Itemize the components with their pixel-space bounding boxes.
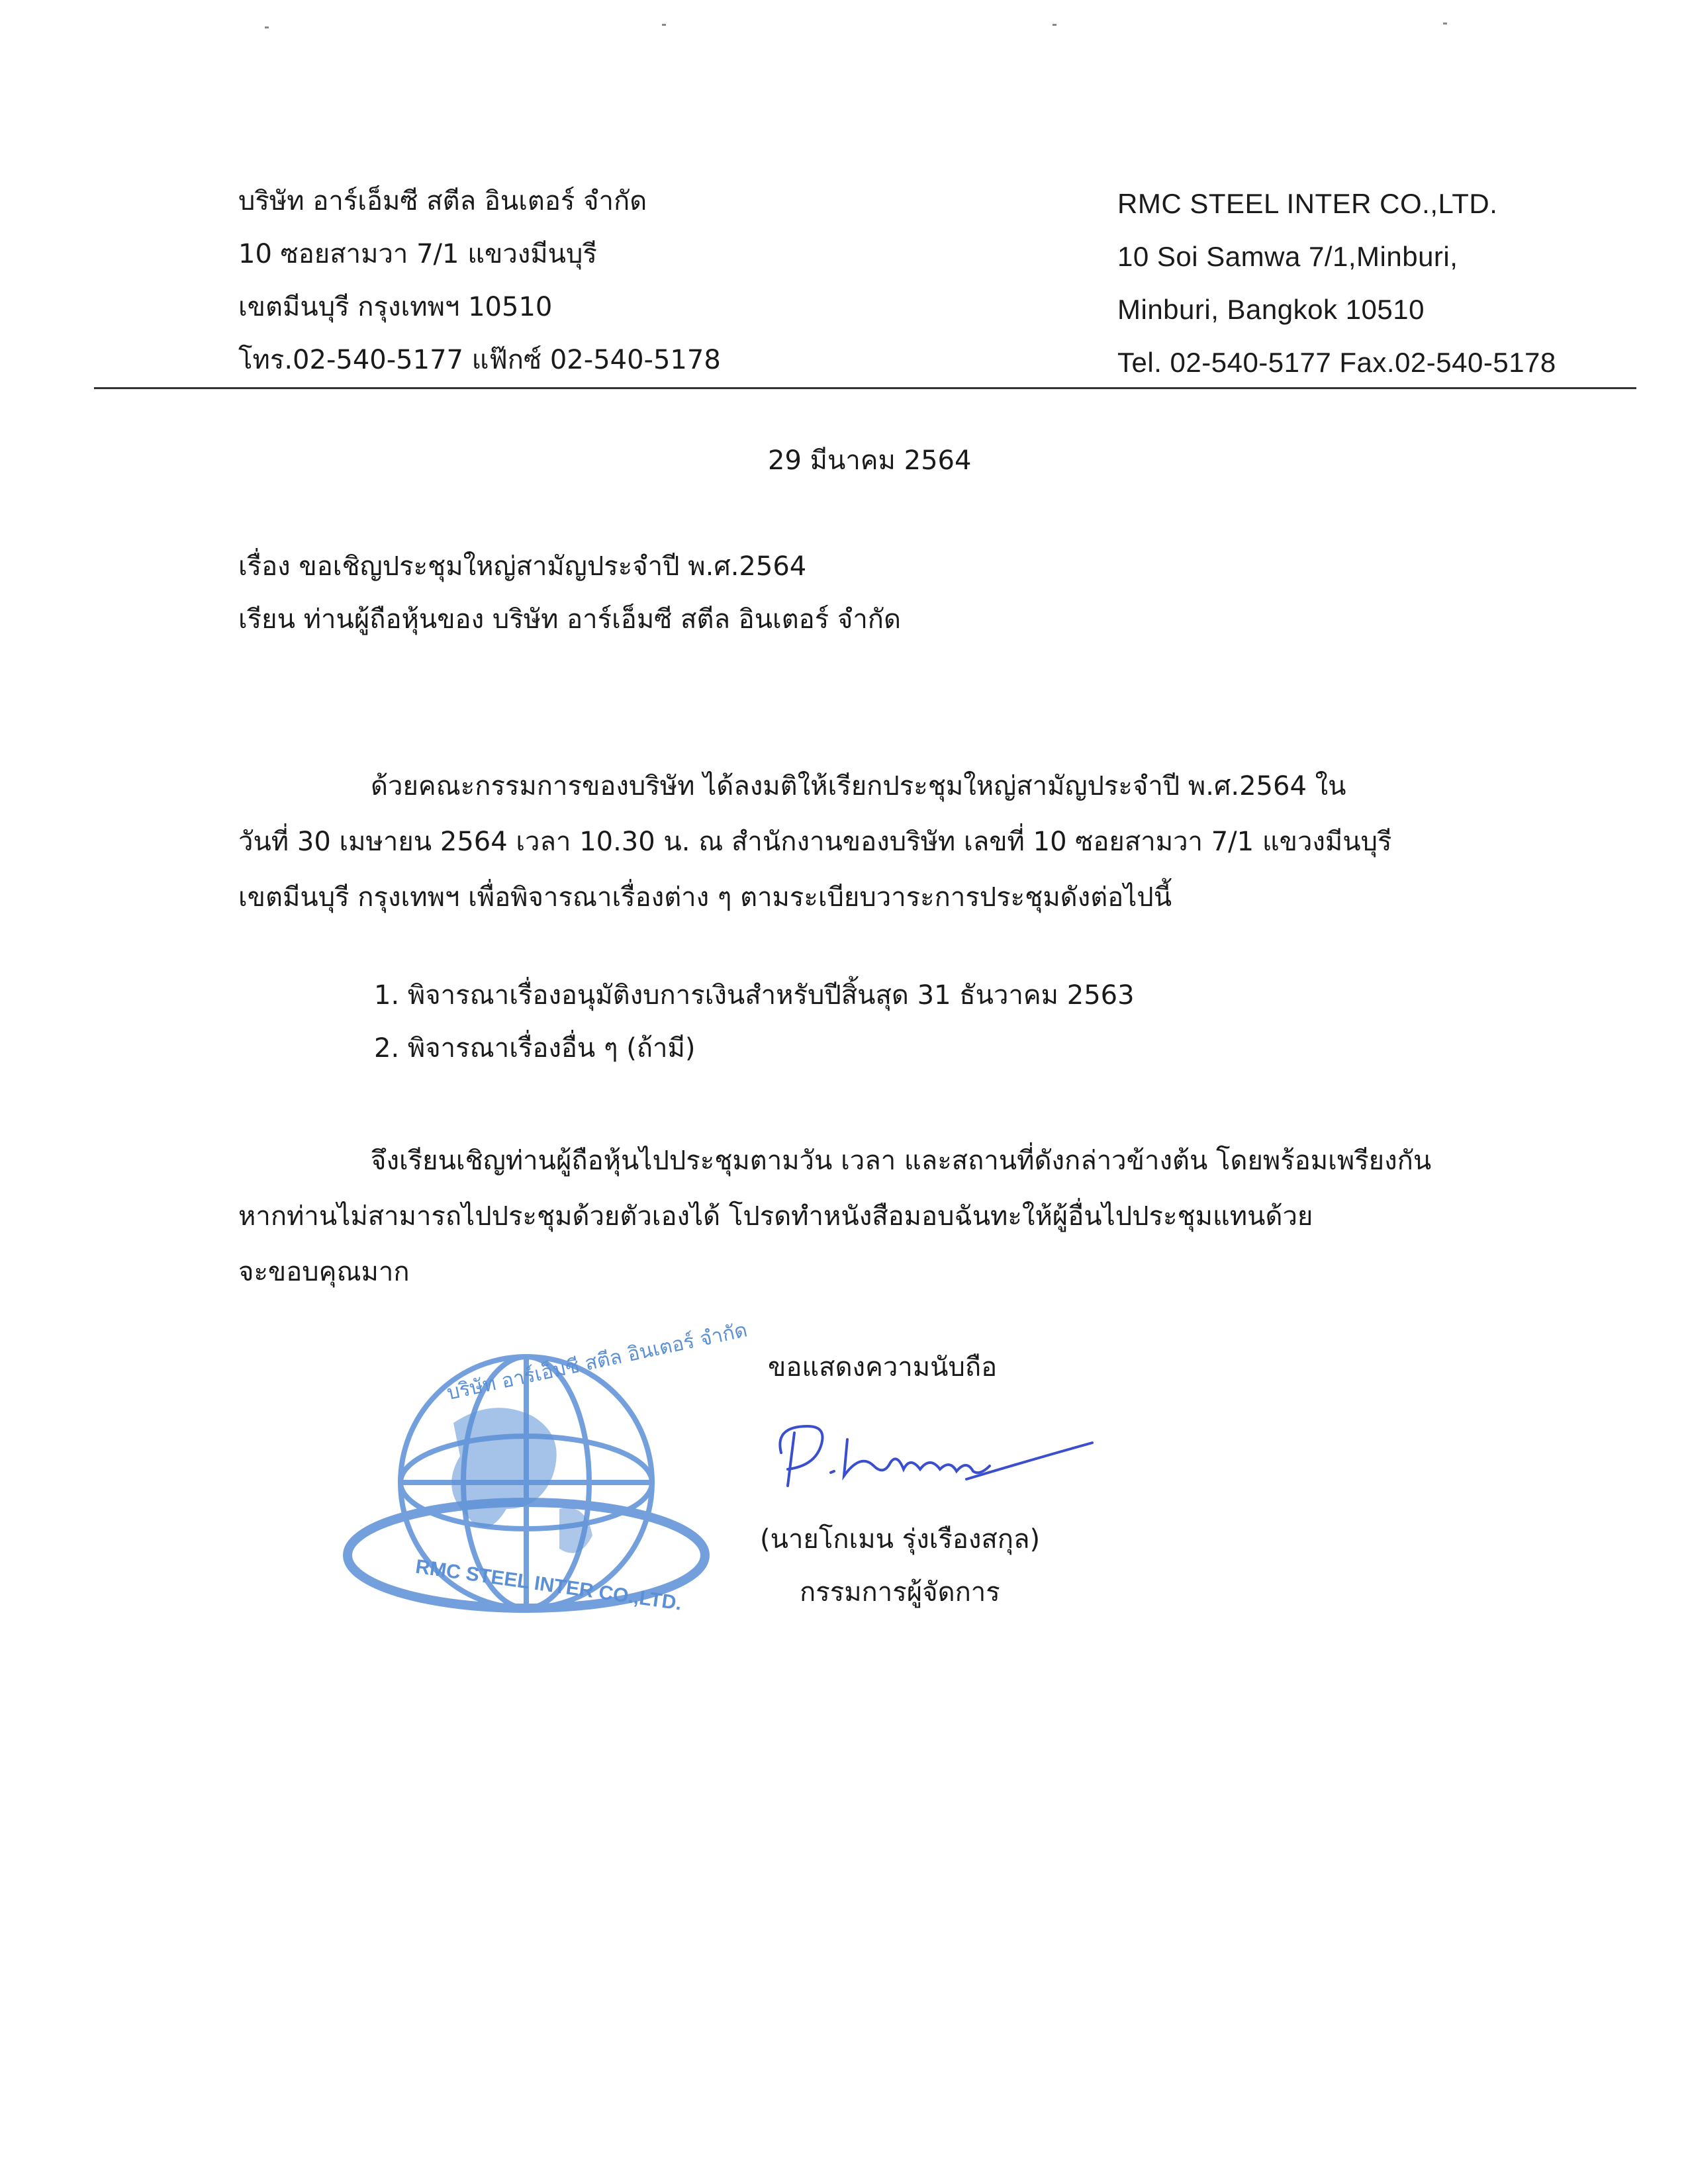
letterhead-en-line-1: RMC STEEL INTER CO.,LTD. — [1117, 188, 1498, 219]
letter-subject: เรื่อง ขอเชิญประชุมใหญ่สามัญประจำปี พ.ศ.2564 — [238, 551, 807, 582]
scan-mark — [265, 26, 269, 28]
body2-line-2: หากท่านไม่สามารถไปประชุมด้วยตัวเองได้ โปรดทำหนังสือมอบฉันทะให้ผู้อื่นไปประชุมแทนด้วย — [238, 1201, 1313, 1232]
letterhead-th-line-2: 10 ซอยสามวา 7/1 แขวงมีนบุรี — [238, 239, 597, 269]
body-paragraph-2 — [238, 1133, 1529, 1300]
body1-line-1 — [238, 758, 1529, 814]
body2-line-3: จะขอบคุณมาก — [238, 1257, 410, 1287]
letterhead-en-line-4: Tel. 02-540-5177 Fax.02-540-5178 — [1117, 347, 1556, 378]
scan-mark — [662, 24, 666, 26]
letterhead-th-line-4: โทร.02-540-5177 แฟ๊กซ์ 02-540-5178 — [238, 345, 721, 375]
letterhead-th-line-1: บริษัท อาร์เอ็มซี สตีล อินเตอร์ จำกัด — [238, 186, 647, 216]
body2-line-1 — [238, 1133, 1529, 1189]
signature — [768, 1413, 1099, 1499]
body1-line-3: เขตมีนบุรี กรุงเทพฯ เพื่อพิจารณาเรื่องต่าง ๆ ตามระเบียบวาระการประชุมดังต่อไปนี้ — [238, 882, 1172, 913]
company-stamp — [334, 1318, 750, 1628]
stamp-continent — [451, 1408, 557, 1527]
agenda-item-1: 1. พิจารณาเรื่องอนุมัติงบการเงินสำหรับปีสิ้นสุด 31 ธันวาคม 2563 — [374, 980, 1135, 1011]
body1-text-1: ด้วยคณะกรรมการของบริษัท ได้ลงมติให้เรียกประชุมใหญ่สามัญประจำปี พ.ศ.2564 ใน — [371, 771, 1346, 801]
letterhead-divider — [94, 387, 1636, 389]
closing-text: ขอแสดงความนับถือ — [768, 1352, 998, 1383]
scan-mark — [1443, 23, 1447, 24]
body2-text-1: จึงเรียนเชิญท่านผู้ถือหุ้นไปประชุมตามวัน เวลา และสถานที่ดังกล่าวข้างต้น โดยพร้อมเพรียงกัน — [371, 1146, 1432, 1176]
stamp-text-bottom: RMC STEEL INTER CO.,LTD. — [414, 1555, 683, 1615]
letterhead-en-line-3: Minburi, Bangkok 10510 — [1117, 294, 1425, 325]
signer-title: กรรมการผู้จัดการ — [800, 1577, 1000, 1608]
body-paragraph-1 — [238, 758, 1529, 925]
signer-name: (นายโกเมน รุ่งเรืองสกุล) — [760, 1524, 1041, 1555]
scan-mark — [1053, 24, 1056, 26]
letterhead-th-line-3: เขตมีนบุรี กรุงเทพฯ 10510 — [238, 292, 553, 322]
stamp-text-top: บริษัท อาร์เอ็มซี สตีล อินเตอร์ จำกัด — [445, 1318, 750, 1405]
letterhead-en-line-2: 10 Soi Samwa 7/1,Minburi, — [1117, 241, 1458, 272]
letter-date: 29 มีนาคม 2564 — [768, 445, 972, 476]
agenda-item-2: 2. พิจารณาเรื่องอื่น ๆ (ถ้ามี) — [374, 1033, 696, 1064]
letter-recipient: เรียน ท่านผู้ถือหุ้นของ บริษัท อาร์เอ็มซี สตีล อินเตอร์ จำกัด — [238, 604, 901, 635]
body1-line-2: วันที่ 30 เมษายน 2564 เวลา 10.30 น. ณ สำนักงานของบริษัท เลขที่ 10 ซอยสามวา 7/1 แขวงมีนบุรี — [238, 827, 1392, 857]
